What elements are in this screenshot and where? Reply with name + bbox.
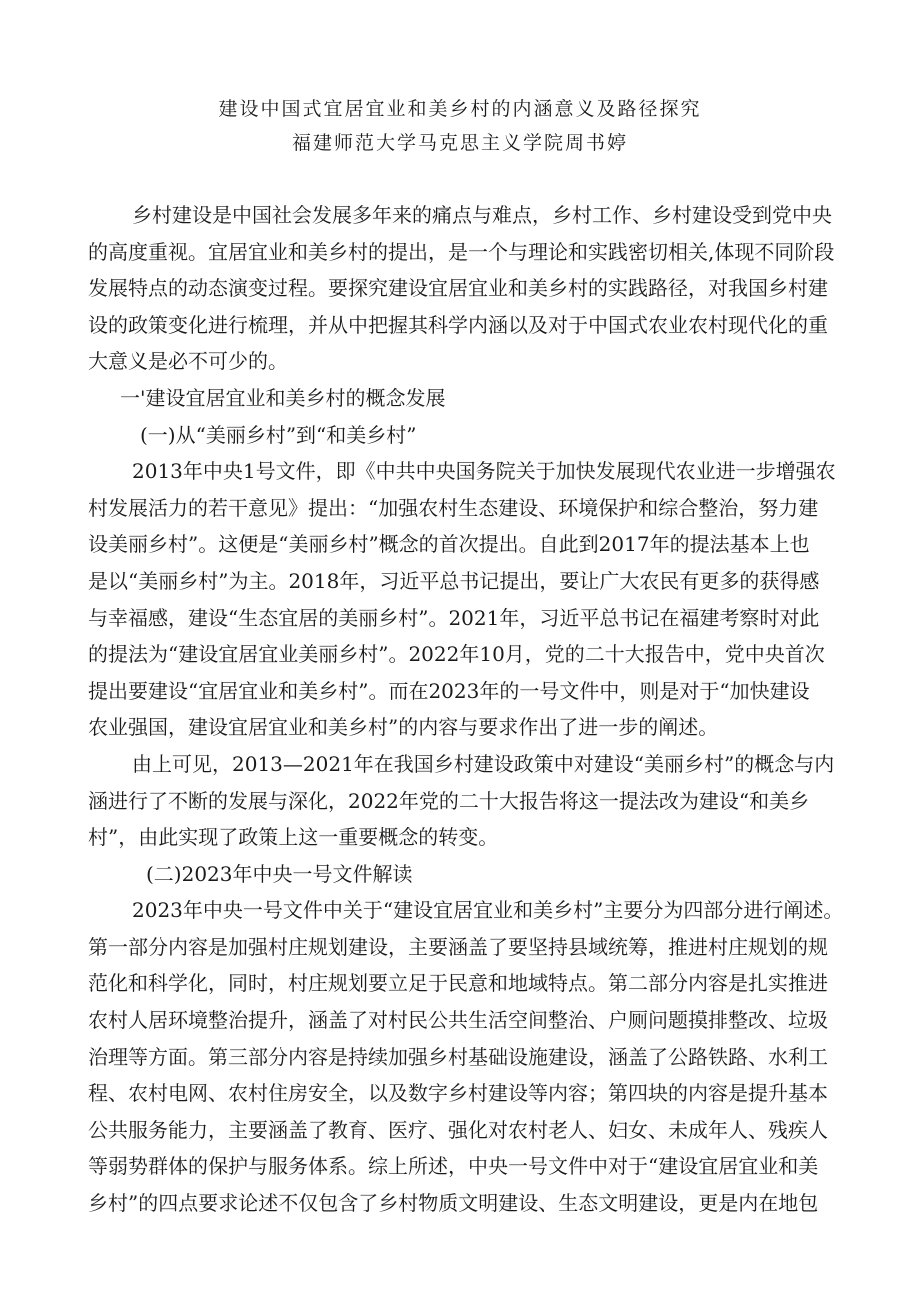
paragraph-line: 发展特点的动态演变过程。要探究建设宜居宜业和美乡村的实践路径，对我国乡村建 <box>88 276 828 301</box>
section-heading: 一'建设宜居宜业和美乡村的概念发展 <box>120 385 446 410</box>
paragraph-line: 2013年中央1号文件，即《中共中央国务院关于加快发展现代农业进一步增强农 <box>132 459 836 484</box>
document-body <box>88 197 858 1222</box>
paragraph-line: 设美丽乡村”。这便是“美丽乡村”概念的首次提出。自此到2017年的提法基本上也 <box>88 532 810 557</box>
paragraph-line: 农业强国，建设宜居宜业和美乡村”的内容与要求作出了进一步的阐述。 <box>88 715 719 740</box>
paragraph-line: 与幸福感，建设“生态宜居的美丽乡村”。2021年，习近平总书记在福建考察时对此 <box>88 605 820 630</box>
paragraph-line: 等弱势群体的保护与服务体系。综上所述，中央一号文件中对于“建设宜居宜业和美 <box>88 1154 819 1179</box>
paragraph-line: 乡村建设是中国社会发展多年来的痛点与难点，乡村工作、乡村建设受到党中央 <box>132 203 832 227</box>
paragraph-line: 农村人居环境整治提升，涵盖了对村民公共生活空间整治、户厕问题摸排整改、垃圾 <box>88 1008 828 1033</box>
paragraph-line: 村”，由此实现了政策上这一重要概念的转变。 <box>88 825 499 850</box>
paragraph-line: 乡村”的四点要求论述不仅包含了乡村物质文明建设、生态文明建设，更是内在地包 <box>88 1191 819 1216</box>
paragraph-line: 村发展活力的若干意见》提出：“加强农村生态建设、环境保护和综合整治，努力建 <box>88 495 819 520</box>
document-author: 福建师范大学马克思主义学院周书婷 <box>291 132 628 154</box>
paragraph-line: 涵进行了不断的发展与深化，2022年党的二十大报告将这一提法改为建设“和美乡 <box>88 788 810 813</box>
paragraph-line: 设的政策变化进行梳理，并从中把握其科学内涵以及对于中国式农业农村现代化的重 <box>88 312 828 337</box>
subsection-heading: (一)从“美丽乡村”到“和美乡村” <box>140 422 417 447</box>
paragraph-line: 范化和科学化，同时，村庄规划要立足于民意和地域特点。第二部分内容是扎实推进 <box>88 971 828 996</box>
paragraph-line: 第一部分内容是加强村庄规划建设，主要涵盖了要坚持县域统筹，推进村庄规划的规 <box>88 934 828 959</box>
paragraph-line: 公共服务能力，主要涵盖了教育、医疗、强化对农村老人、妇女、未成年人、残疾人 <box>88 1117 828 1142</box>
paragraph-line: 的高度重视。宜居宜业和美乡村的提出，是一个与理论和实践密切相关,体现不同阶段 <box>88 239 835 264</box>
paragraph-line: 大意义是必不可少的。 <box>88 349 288 374</box>
paragraph-line: 的提法为“建设宜居宜业美丽乡村”。2022年10月，党的二十大报告中，党中央首次 <box>88 642 825 667</box>
paragraph-line: 由上可见，2013—2021年在我国乡村建设政策中对建设“美丽乡村”的概念与内 <box>132 751 835 776</box>
paragraph-line: 治理等方面。第三部分内容是持续加强乡村基础设施建设，涵盖了公路铁路、水利工 <box>88 1044 828 1069</box>
paragraph-line: 提出要建设“宜居宜业和美乡村”。而在2023年的一号文件中，则是对于“加快建设 <box>88 678 810 703</box>
paragraph-line: 是以“美丽乡村”为主。2018年，习近平总书记提出，要让广大农民有更多的获得感 <box>88 568 820 593</box>
paragraph-line: 程、农村电网、农村住房安全，以及数字乡村建设等内容；第四块的内容是提升基本 <box>88 1081 828 1106</box>
paragraph-line: 2023年中央一号文件中关于“建设宜居宜业和美乡村”主要分为四部分进行阐述。 <box>132 898 844 923</box>
subsection-heading: (二)2023年中央一号文件解读 <box>146 861 413 886</box>
document-title: 建设中国式宜居宜业和美乡村的内涵意义及路径探究 <box>218 98 702 120</box>
